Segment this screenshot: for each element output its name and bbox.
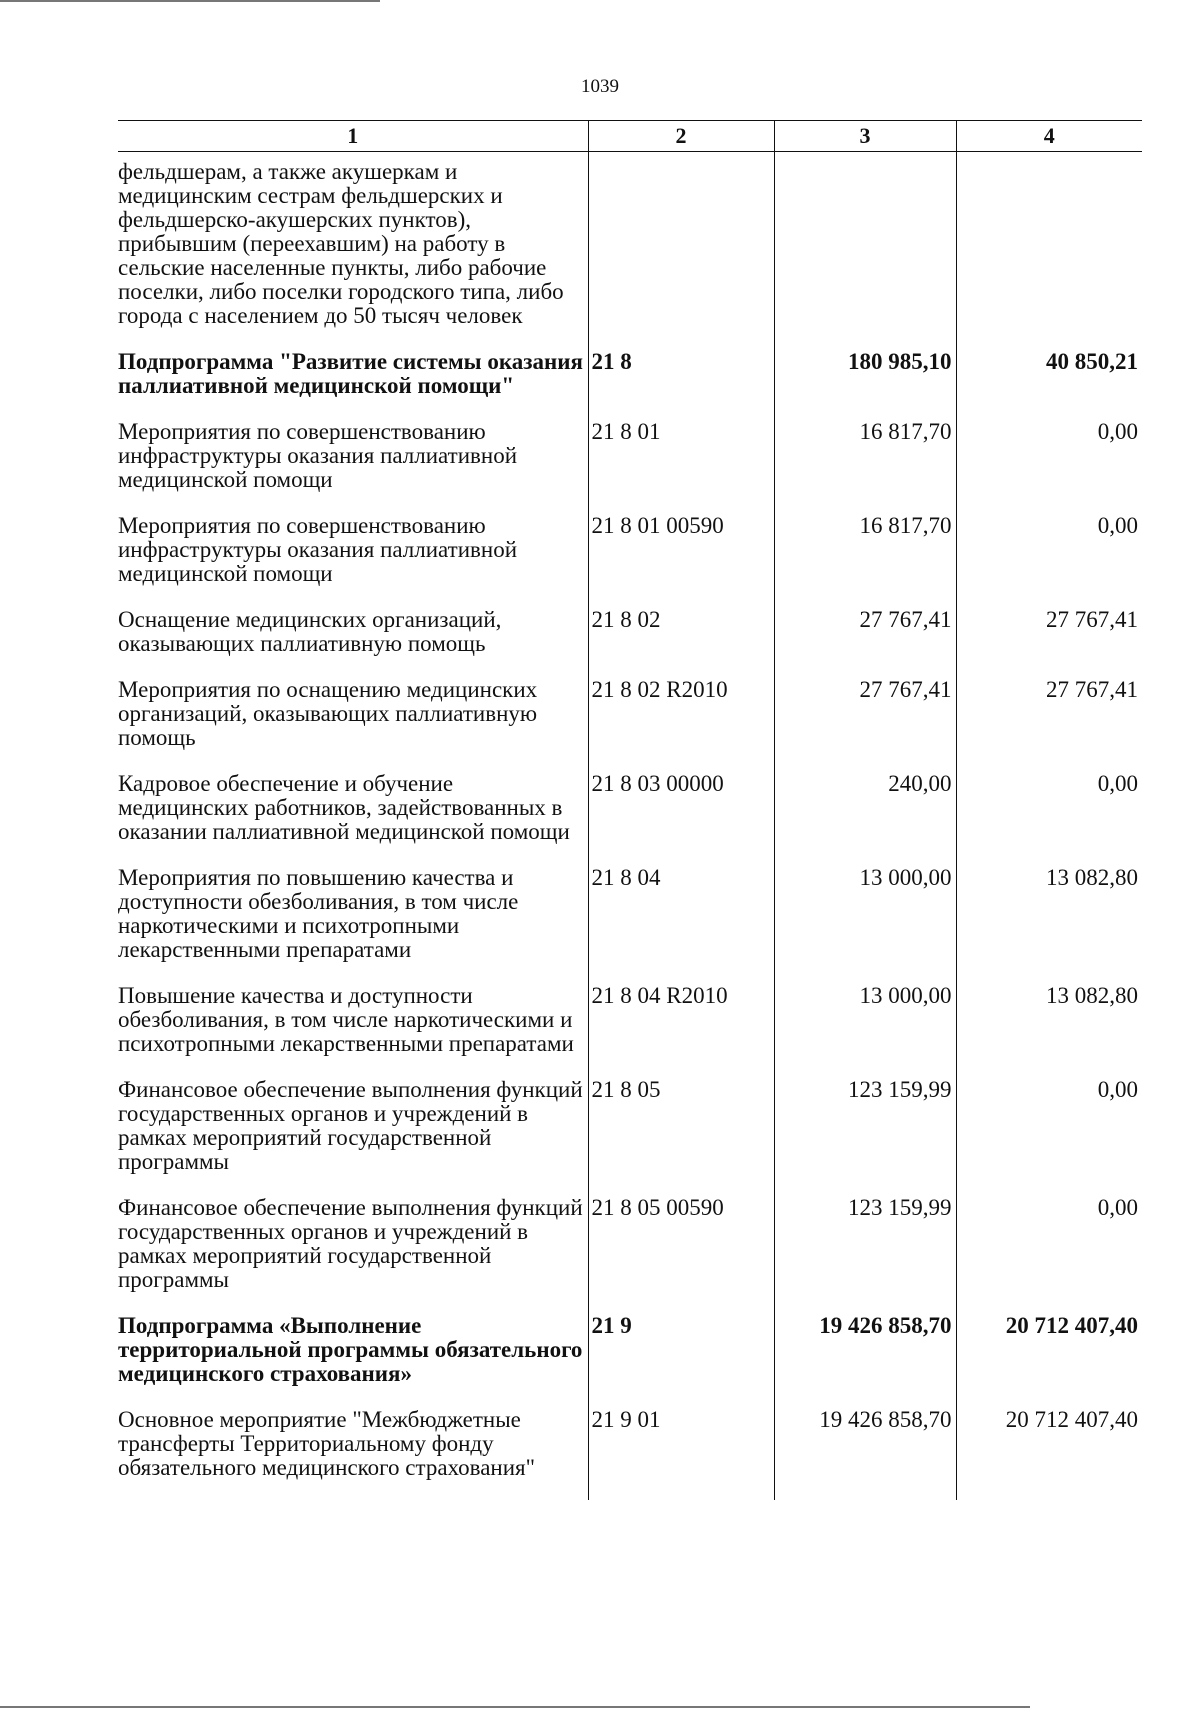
table-row xyxy=(118,678,1142,772)
row-code: 21 8 02 R2010 xyxy=(588,678,774,772)
row-value-3: 16 817,70 xyxy=(774,420,956,514)
row-code: 21 8 04 xyxy=(588,866,774,984)
row-value-4: 40 850,21 xyxy=(956,350,1142,420)
scan-edge-top xyxy=(0,0,380,2)
row-code: 21 8 02 xyxy=(588,608,774,678)
row-name: Финансовое обеспечение выполнения функций государственных органов и учреждений в рамках мероприятий государственной программы xyxy=(118,1077,583,1174)
row-value-4: 20 712 407,40 xyxy=(956,1408,1142,1500)
row-name: Финансовое обеспечение выполнения функций государственных органов и учреждений в рамках мероприятий государственной программы xyxy=(118,1195,583,1292)
row-value-4: 13 082,80 xyxy=(956,984,1142,1078)
row-value-4: 0,00 xyxy=(956,1196,1142,1314)
row-value-3: 180 985,10 xyxy=(774,350,956,420)
table-row xyxy=(118,608,1142,678)
row-code: 21 8 03 00000 xyxy=(588,772,774,866)
row-value-4: 0,00 xyxy=(956,514,1142,608)
column-header-2: 2 xyxy=(588,121,774,152)
column-header-3: 3 xyxy=(774,121,956,152)
table-row xyxy=(118,984,1142,1078)
table-row xyxy=(118,1196,1142,1314)
row-value-3: 123 159,99 xyxy=(774,1196,956,1314)
row-name: Подпрограмма "Развитие системы оказания паллиативной медицинской помощи" xyxy=(118,349,583,398)
table-row xyxy=(118,1078,1142,1196)
table-row xyxy=(118,1314,1142,1408)
row-name: Мероприятия по совершенствованию инфраструктуры оказания паллиативной медицинской помощи xyxy=(118,419,517,492)
table-row xyxy=(118,350,1142,420)
row-value-3: 13 000,00 xyxy=(774,984,956,1078)
row-value-3: 19 426 858,70 xyxy=(774,1408,956,1500)
row-code: 21 9 xyxy=(588,1314,774,1408)
table-row xyxy=(118,772,1142,866)
row-code: 21 8 01 00590 xyxy=(588,514,774,608)
row-value-4: 27 767,41 xyxy=(956,608,1142,678)
row-name: Основное мероприятие "Межбюджетные трансферты Территориальному фонду обязательного медицинского страхования" xyxy=(118,1407,535,1480)
row-code: 21 8 05 00590 xyxy=(588,1196,774,1314)
row-value-4: 0,00 xyxy=(956,420,1142,514)
row-name: фельдшерам, а также акушеркам и медицинским сестрам фельдшерских и фельдшерско-акушерских пунктов), прибывшим (переехавшим) на работу в сельские населенные пункты, либо рабочие поселки, либо поселки городского типа, либо города с населением до 50 тысяч человек xyxy=(118,159,564,328)
row-name: Мероприятия по совершенствованию инфраструктуры оказания паллиативной медицинской помощи xyxy=(118,513,517,586)
column-header-4: 4 xyxy=(956,121,1142,152)
row-value-3: 27 767,41 xyxy=(774,678,956,772)
row-value-4: 13 082,80 xyxy=(956,866,1142,984)
row-code: 21 8 xyxy=(588,350,774,420)
row-code xyxy=(588,152,774,351)
header-row xyxy=(118,121,1142,152)
row-value-3 xyxy=(774,152,956,351)
row-name: Мероприятия по повышению качества и доступности обезболивания, в том числе наркотическими и психотропными лекарственными препаратами xyxy=(118,865,519,962)
row-value-3: 240,00 xyxy=(774,772,956,866)
row-name: Кадровое обеспечение и обучение медицинских работников, задействованных в оказании паллиативной медицинской помощи xyxy=(118,771,570,844)
row-value-3: 27 767,41 xyxy=(774,608,956,678)
row-name: Оснащение медицинских организаций, оказывающих паллиативную помощь xyxy=(118,607,502,656)
table-row xyxy=(118,420,1142,514)
table-row xyxy=(118,514,1142,608)
table-row xyxy=(118,866,1142,984)
row-value-4 xyxy=(956,152,1142,351)
row-value-4: 27 767,41 xyxy=(956,678,1142,772)
row-name: Мероприятия по оснащению медицинских организаций, оказывающих паллиативную помощь xyxy=(118,677,538,750)
row-value-3: 123 159,99 xyxy=(774,1078,956,1196)
row-value-4: 20 712 407,40 xyxy=(956,1314,1142,1408)
row-code: 21 8 04 R2010 xyxy=(588,984,774,1078)
row-code: 21 8 01 xyxy=(588,420,774,514)
budget-table xyxy=(118,120,1142,1500)
row-name: Повышение качества и доступности обезболивания, в том числе наркотическими и психотропными лекарственными препаратами xyxy=(118,983,574,1056)
row-value-3: 16 817,70 xyxy=(774,514,956,608)
table-row xyxy=(118,152,1142,351)
row-value-3: 13 000,00 xyxy=(774,866,956,984)
row-value-4: 0,00 xyxy=(956,772,1142,866)
row-value-3: 19 426 858,70 xyxy=(774,1314,956,1408)
table-row xyxy=(118,1408,1142,1500)
row-code: 21 9 01 xyxy=(588,1408,774,1500)
row-value-4: 0,00 xyxy=(956,1078,1142,1196)
column-header-1: 1 xyxy=(118,121,588,152)
row-name: Подпрограмма «Выполнение территориальной программы обязательного медицинского страхования» xyxy=(118,1313,583,1386)
row-code: 21 8 05 xyxy=(588,1078,774,1196)
page-number: 1039 xyxy=(581,76,619,97)
scan-edge-bottom xyxy=(0,1706,1030,1708)
